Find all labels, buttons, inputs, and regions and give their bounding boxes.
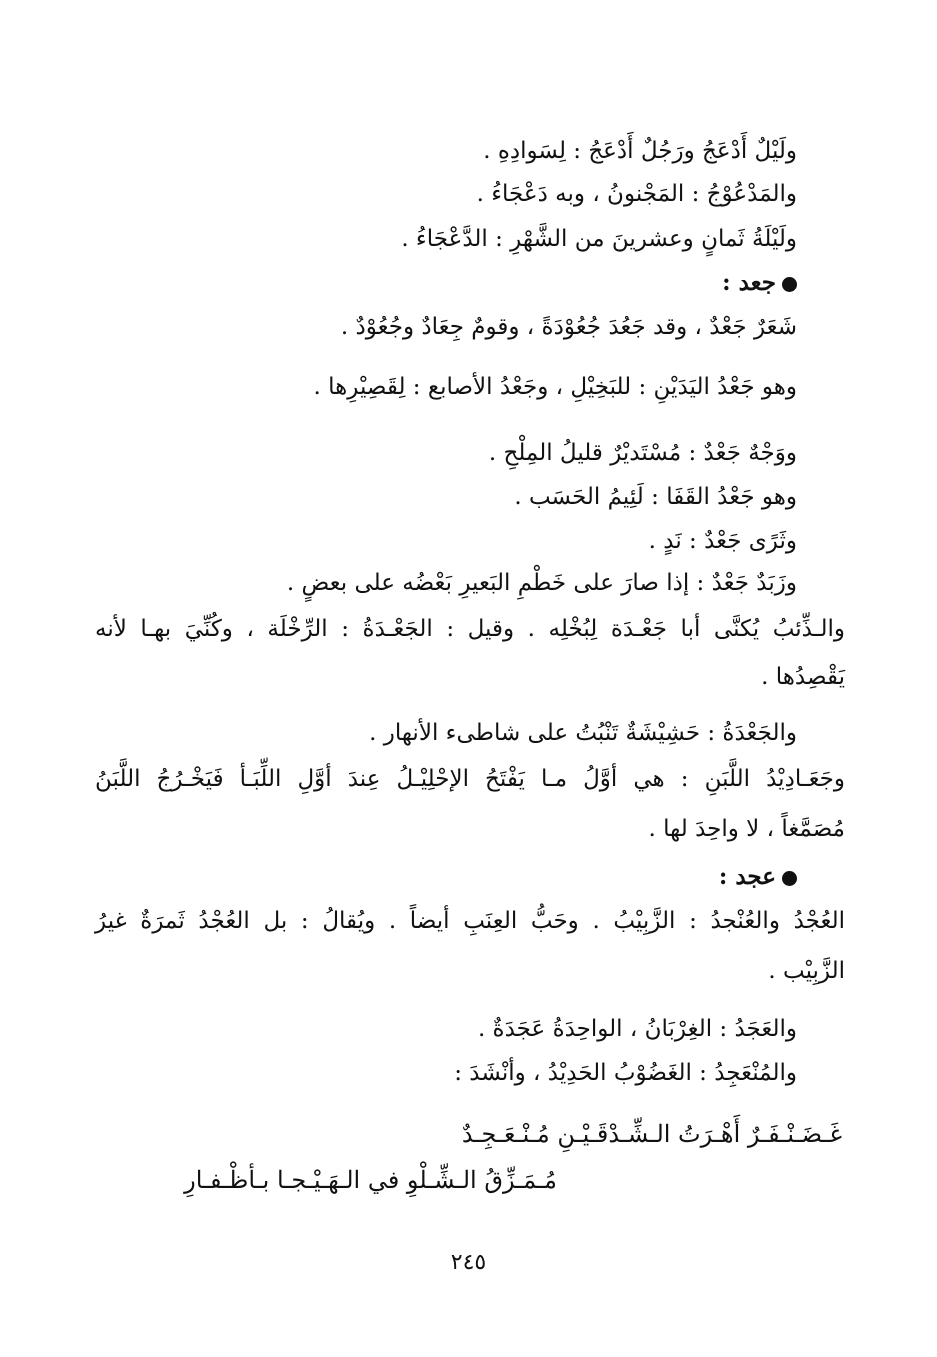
entry-heading: [722, 268, 797, 298]
text-line: العُجْدُ والعُنْجدُ : الزَّبِيْبُ . وحَبُّ العِنَبِ أيضاً . ويُقالُ : بل العُجْدُ ثَمرَةٌ غيرُ: [95, 908, 845, 934]
bullet-icon: [782, 277, 797, 292]
text-line: والـذِّئبُ يُكنَّى أبا جَعْـدَة لِبُخْلِه . وقيل : الجَعْـدَةُ : الرِّخْلَة ، وكُنِّيَ بهـا لأنه: [95, 616, 845, 642]
text-line: مُصَمَّغاً ، لا واحِدَ لها .: [648, 816, 845, 842]
text-line: شَعَرٌ جَعْدٌ ، وقد جَعُدَ جُعُوْدَةً ، وقومٌ جِعَادٌ وجُعُوْدٌ .: [340, 314, 797, 340]
text-line: وهو جَعْدُ القَفَا : لَئِيمُ الحَسَب .: [514, 484, 797, 510]
text-line: والعَجَدُ : الغِرْبَانُ ، الواحِدَةُ عَجَدَةٌ .: [477, 1016, 797, 1042]
page-number: ٢٤٥: [450, 1250, 487, 1275]
text-line: والجَعْدَةُ : حَشِيْشَةٌ تَنْبُتُ على شاطىء الأنهار .: [369, 720, 797, 746]
text-line: والمَدْعُوْجُ : المَجْنونُ ، وبه دَعْجَاءُ .: [476, 181, 797, 207]
text-line: وزَبَدٌ جَعْدٌ : إذا صارَ على خَطْمِ البَعيرِ بَعْضُه على بعضٍ .: [286, 570, 797, 596]
text-line: ولَيْلَةُ ثَمانٍ وعشرينَ من الشَّهْرِ : الدَّعْجَاءُ .: [401, 226, 797, 252]
text-line: وثَرًى جَعْدٌ : نَدٍ .: [648, 528, 797, 554]
text-line: ووَجْهٌ جَعْدٌ : مُسْتَديْرٌ قليلُ المِلْحِ .: [488, 440, 797, 466]
entry-heading: [719, 862, 797, 892]
text-line: يَقْصِدُها .: [761, 664, 845, 690]
entry-heading-label: عجد :: [718, 863, 776, 890]
text-line: الزَّبِيْب .: [768, 958, 845, 984]
verse-hemistich-second: مُـمَـزِّقُ الـشِّـلْوِ في الـهَـيْـجـا بـأظْـفـارِ: [184, 1166, 557, 1194]
text-line: ولَيْلٌ أَدْعَجُ ورَجُلٌ أَدْعَجُ : لِسَوادِهِ .: [483, 138, 797, 164]
text-line: والمُنْعَجِدُ : الغَضُوْبُ الحَدِيْدُ ، وأنْشَدَ :: [454, 1060, 797, 1086]
bullet-icon: [782, 871, 797, 886]
text-line: وجَعَـادِيْدُ اللَّبَنِ : هي أوَّلُ مـا يَفْتَحُ الإحْلِيْـلُ عِندَ أوَّلِ اللِّبَـأ فَيَخْـرُجُ اللَّبَنُ: [95, 766, 845, 792]
verse-hemistich-first: غَـضَـنْـفَـرٌ أَهْـرَتُ الـشِّـدْقَـيْـنِ مُـنْـعَـجِـدٌ: [461, 1120, 842, 1148]
text-line: وهو جَعْدُ اليَدَيْنِ : للبَخِيْلِ ، وجَعْدُ الأصابع : لِقَصِيْرِها .: [313, 374, 797, 400]
entry-heading-label: جعد :: [722, 269, 776, 296]
